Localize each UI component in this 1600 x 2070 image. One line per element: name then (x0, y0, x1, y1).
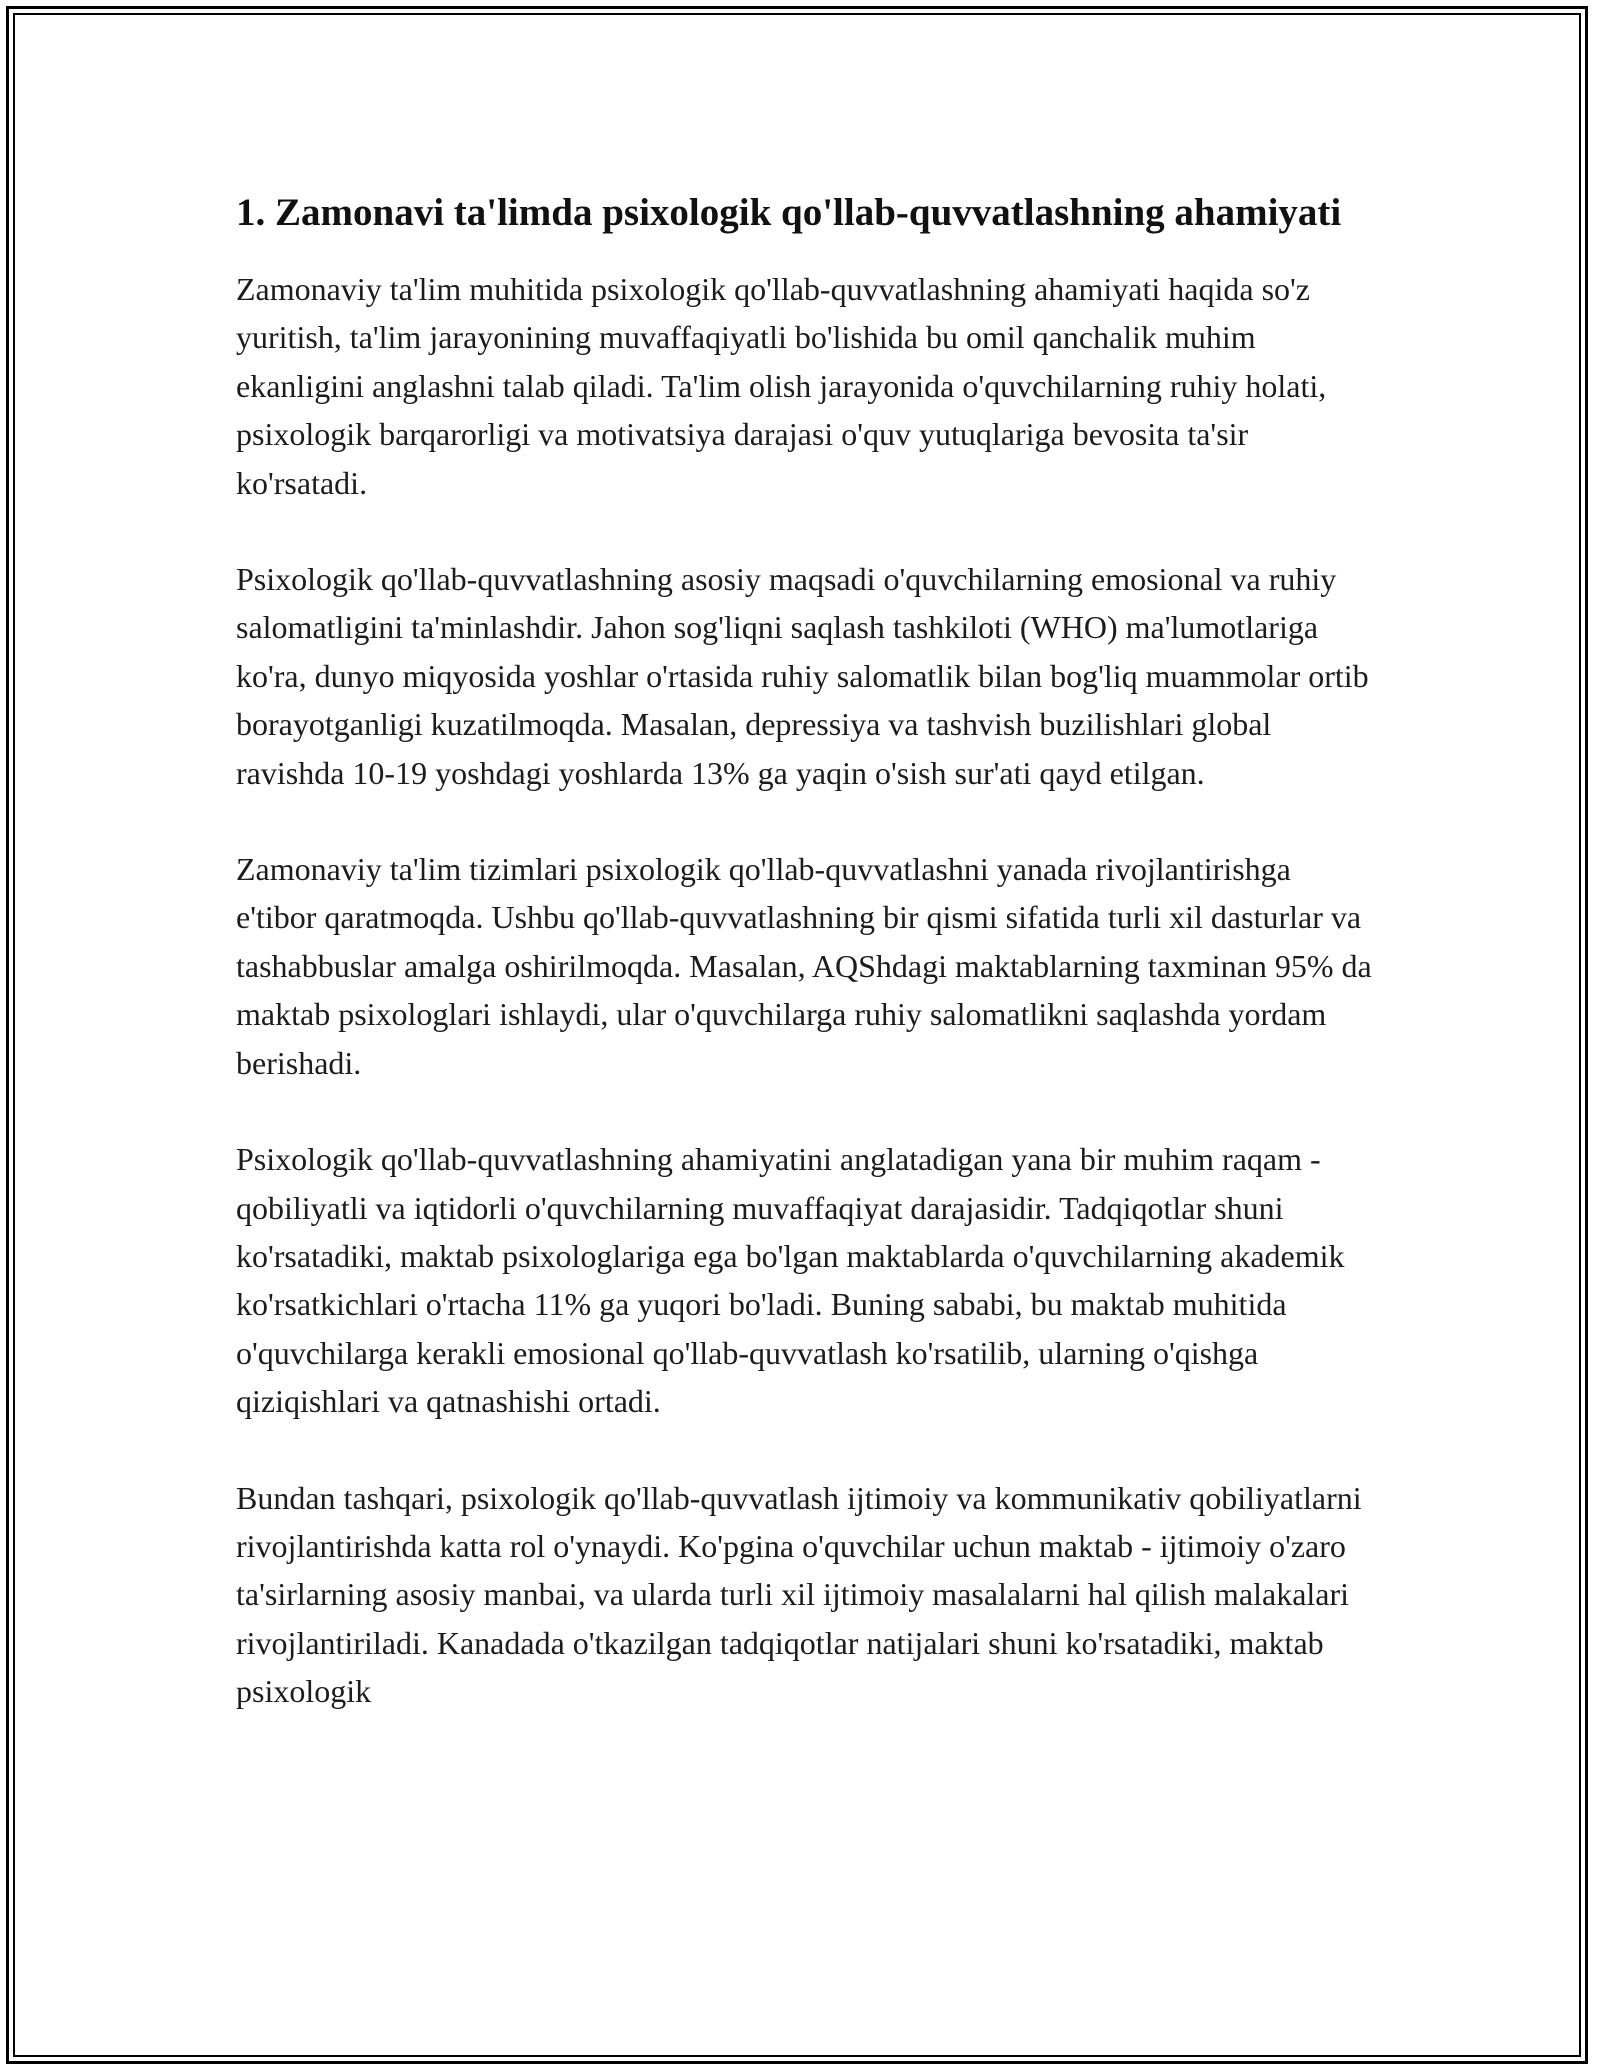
paragraph: Zamonaviy ta'lim muhitida psixologik qo'llab-quvvatlashning ahamiyati haqida so'z yuritish, ta'lim jarayonining muvaffaqiyatli bo'lishida bu omil qanchalik muhim ekanligini anglashni talab qiladi. Ta'lim olish jarayonida o'quvchilarning ruhiy holati, psixologik barqarorligi va motivatsiya darajasi o'quv yutuqlariga bevosita ta'sir ko'rsatadi. (236, 271, 1327, 501)
paragraph: Psixologik qo'llab-quvvatlashning ahamiyatini anglatadigan yana bir muhim raqam - qobiliyatli va iqtidorli o'quvchilarning muvaffaqiyat darajasidir. Tadqiqotlar shuni ko'rsatadiki, maktab psixologlariga ega bo'lgan maktablarda o'quvchilarning akademik ko'rsatkichlari o'rtacha 11% ga yuqori bo'ladi. Buning sababi, bu maktab muhitida o'quvchilarga kerakli emosional qo'llab-quvvatlash ko'rsatilib, ularning o'qishga qiziqishlari va qatnashishi ortadi. (236, 1141, 1345, 1420)
paragraph: Psixologik qo'llab-quvvatlashning asosiy maqsadi o'quvchilarning emosional va ruhiy salomatligini ta'minlashdir. Jahon sog'liqni saqlash tashkiloti (WHO) ma'lumotlariga ko'ra, dunyo miqyosida yoshlar o'rtasida ruhiy salomatlik bilan bog'liq muammolar ortib borayotganligi kuzatilmoqda. Masalan, depressiya va tashvish buzilishlari global ravishda 10-19 yoshdagi yoshlarda 13% ga yaqin o'sish sur'ati qayd etilgan. (236, 561, 1369, 791)
paragraph: Bundan tashqari, psixologik qo'llab-quvvatlash ijtimoiy va kommunikativ qobiliyatlarni rivojlantirishda katta rol o'ynaydi. Ko'pgina o'quvchilar uchun maktab - ijtimoiy o'zaro ta'sirlarning asosiy manbai, va ularda turli xil ijtimoiy masalalarni hal qilish malakalari rivojlantiriladi. Kanadada o'tkazilgan tadqiqotlar natijalari shuni ko'rsatadiki, maktab psixologik (236, 1479, 1362, 1710)
section-heading: 1. Zamonavi ta'limda psixologik qo'llab-quvvatlashning ahamiyati (236, 191, 1342, 234)
document-body (236, 185, 1376, 1716)
paragraph: Zamonaviy ta'lim tizimlari psixologik qo'llab-quvvatlashni yanada rivojlantirishga e'tibor qaratmoqda. Ushbu qo'llab-quvvatlashning bir qismi sifatida turli xil dasturlar va tashabbuslar amalga oshirilmoqda. Masalan, AQShdagi maktablarning taxminan 95% da maktab psixologlari ishlaydi, ular o'quvchilarga ruhiy salomatlikni saqlashda yordam berishadi. (236, 851, 1372, 1081)
